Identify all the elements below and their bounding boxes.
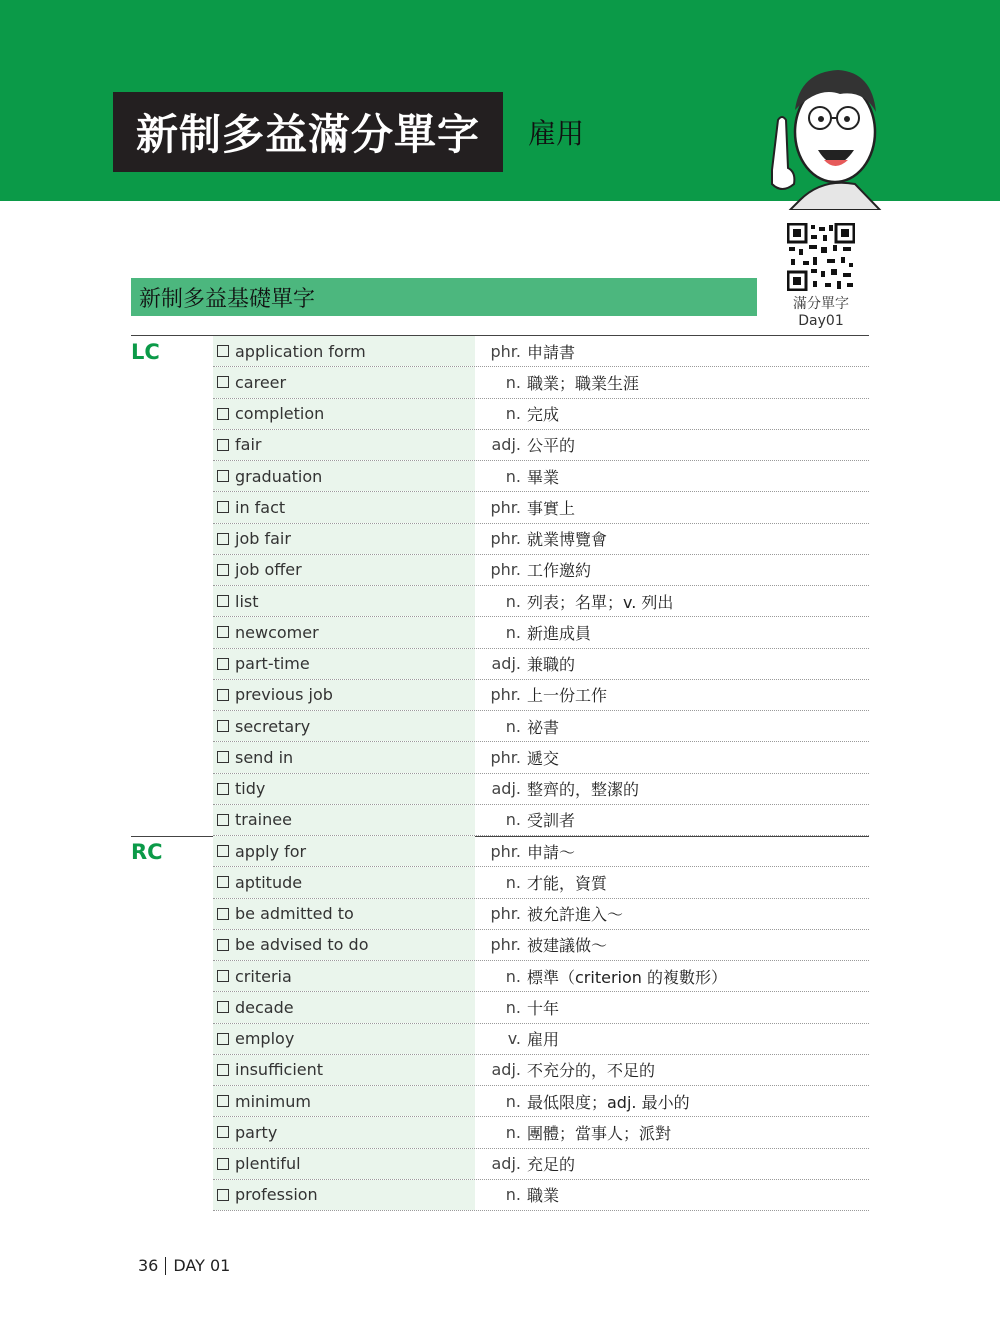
- lc-vocab-row: [213, 805, 869, 836]
- checkbox[interactable]: [217, 1064, 229, 1076]
- vocab-definition: 不充分的，不足的: [527, 1061, 656, 1081]
- part-of-speech: adj.: [491, 1154, 521, 1174]
- part-of-speech: adj.: [491, 435, 521, 455]
- rc-vocab-row: [213, 1024, 869, 1055]
- rc-vocab-row: [213, 867, 869, 898]
- lc-vocab-row: [213, 461, 869, 492]
- vocab-definition-cell: [475, 961, 869, 991]
- lc-vocab-row: [213, 742, 869, 773]
- vocab-word-cell: [213, 1149, 475, 1179]
- checkbox[interactable]: [217, 1001, 229, 1013]
- vocab-definition: 完成: [527, 405, 560, 425]
- vocab-definition-cell: [475, 899, 869, 929]
- vocab-word-cell: [213, 1180, 475, 1210]
- vocab-definition: 被建議做～: [527, 936, 608, 956]
- vocab-definition: 就業博覽會: [527, 530, 608, 550]
- qr-code[interactable]: [787, 223, 855, 291]
- checkbox[interactable]: [217, 908, 229, 920]
- part-of-speech: n.: [505, 810, 521, 830]
- checkbox[interactable]: [217, 470, 229, 482]
- vocab-word-cell: [213, 867, 475, 897]
- part-of-speech: phr.: [490, 747, 521, 767]
- vocab-definition: 充足的: [527, 1155, 576, 1175]
- vocab-definition-cell: [475, 1117, 869, 1147]
- vocab-word-cell: [213, 492, 475, 522]
- vocab-definition-cell: [475, 461, 869, 491]
- rc-vocab-row: [213, 899, 869, 930]
- vocab-definition-cell: [475, 711, 869, 741]
- checkbox[interactable]: [217, 595, 229, 607]
- vocab-definition: 職業；職業生涯: [527, 373, 640, 393]
- part-of-speech: phr.: [490, 341, 521, 361]
- vocab-word-cell: [213, 680, 475, 710]
- vocab-word-cell: [213, 1117, 475, 1147]
- page-title: 新制多益滿分單字: [113, 92, 503, 172]
- checkbox[interactable]: [217, 845, 229, 857]
- vocab-definition-cell: [475, 430, 869, 460]
- checkbox[interactable]: [217, 876, 229, 888]
- part-of-speech: n.: [505, 1122, 521, 1142]
- vocab-word-cell: [213, 836, 475, 866]
- checkbox[interactable]: [217, 751, 229, 763]
- part-of-speech: n.: [505, 1091, 521, 1111]
- vocab-word: decade: [235, 997, 294, 1017]
- checkbox[interactable]: [217, 1158, 229, 1170]
- vocab-definition-cell: [475, 1055, 869, 1085]
- part-of-speech: n.: [505, 997, 521, 1017]
- part-of-speech: phr.: [490, 935, 521, 955]
- checkbox[interactable]: [217, 533, 229, 545]
- part-of-speech: phr.: [490, 841, 521, 861]
- vocab-definition-cell: [475, 524, 869, 554]
- checkbox[interactable]: [217, 814, 229, 826]
- vocab-definition: 被允許進入～: [527, 905, 624, 925]
- vocab-word-cell: [213, 649, 475, 679]
- section-title: 新制多益基礎單字: [131, 278, 757, 316]
- vocab-definition: 十年: [527, 998, 560, 1018]
- checkbox[interactable]: [217, 783, 229, 795]
- vocab-word: tidy: [235, 779, 266, 799]
- vocab-word: list: [235, 591, 259, 611]
- vocab-word: be advised to do: [235, 935, 369, 955]
- lc-vocab-row: [213, 649, 869, 680]
- vocab-definition: 申請～: [527, 842, 576, 862]
- vocab-definition-cell: [475, 774, 869, 804]
- vocabulary-table: [213, 336, 869, 1211]
- checkbox[interactable]: [217, 626, 229, 638]
- part-of-speech: n.: [505, 372, 521, 392]
- qr-label-title: 滿分單字: [793, 296, 849, 312]
- vocab-definition-cell: [475, 586, 869, 616]
- vocab-word: completion: [235, 404, 325, 424]
- part-of-speech: n.: [505, 966, 521, 986]
- vocab-definition: 團體；當事人；派對: [527, 1123, 672, 1143]
- part-of-speech: phr.: [490, 497, 521, 517]
- checkbox[interactable]: [217, 345, 229, 357]
- vocab-definition: 整齊的，整潔的: [527, 780, 640, 800]
- lc-vocab-row: [213, 711, 869, 742]
- vocab-definition: 申請書: [527, 342, 576, 362]
- vocab-definition: 事實上: [527, 498, 576, 518]
- vocab-definition: 雇用: [527, 1030, 560, 1050]
- lc-vocab-row: [213, 774, 869, 805]
- rc-vocab-row: [213, 930, 869, 961]
- part-of-speech: n.: [505, 591, 521, 611]
- vocab-definition-cell: [475, 492, 869, 522]
- vocab-definition-cell: [475, 836, 869, 866]
- vocab-word: in fact: [235, 497, 286, 517]
- vocab-definition-cell: [475, 617, 869, 647]
- lc-vocab-row: [213, 586, 869, 617]
- checkbox[interactable]: [217, 1126, 229, 1138]
- vocab-word: be admitted to: [235, 904, 354, 924]
- vocab-definition-cell: [475, 399, 869, 429]
- vocab-word-cell: [213, 367, 475, 397]
- vocab-definition-cell: [475, 1149, 869, 1179]
- vocab-word-cell: [213, 774, 475, 804]
- vocab-word: apply for: [235, 841, 307, 861]
- vocab-definition-cell: [475, 930, 869, 960]
- vocab-word: application form: [235, 341, 366, 361]
- vocab-definition: 遞交: [527, 748, 560, 768]
- checkbox[interactable]: [217, 720, 229, 732]
- vocab-definition-cell: [475, 367, 869, 397]
- vocab-definition: 新進成員: [527, 623, 592, 643]
- vocab-word-cell: [213, 1086, 475, 1116]
- part-of-speech: n.: [505, 622, 521, 642]
- vocab-word-cell: [213, 930, 475, 960]
- checkbox[interactable]: [217, 501, 229, 513]
- vocab-word-cell: [213, 899, 475, 929]
- vocab-definition: 職業: [527, 1186, 560, 1206]
- footer-separator: [165, 1257, 166, 1275]
- vocab-definition: 工作邀約: [527, 561, 592, 581]
- checkbox[interactable]: [217, 1033, 229, 1045]
- lc-label: LC: [131, 340, 160, 364]
- vocab-definition: 兼職的: [527, 655, 576, 675]
- vocab-word: job fair: [235, 529, 291, 549]
- vocab-definition: 公平的: [527, 436, 576, 456]
- vocab-definition: 列表；名單；v. 列出: [527, 592, 674, 612]
- vocab-definition-cell: [475, 336, 869, 366]
- part-of-speech: n.: [505, 404, 521, 424]
- vocab-word: send in: [235, 747, 294, 767]
- checkbox[interactable]: [217, 1189, 229, 1201]
- vocab-word-cell: [213, 711, 475, 741]
- lc-vocab-row: [213, 617, 869, 648]
- checkbox[interactable]: [217, 376, 229, 388]
- rc-vocab-row: [213, 1055, 869, 1086]
- vocab-word: trainee: [235, 810, 292, 830]
- vocab-definition-cell: [475, 1180, 869, 1210]
- part-of-speech: v.: [507, 1029, 521, 1049]
- lc-vocab-row: [213, 367, 869, 398]
- vocab-definition-cell: [475, 992, 869, 1022]
- vocab-definition-cell: [475, 649, 869, 679]
- part-of-speech: phr.: [490, 904, 521, 924]
- qr-label-day: Day01: [798, 313, 844, 329]
- vocab-definition-cell: [475, 867, 869, 897]
- lc-vocab-row: [213, 336, 869, 367]
- part-of-speech: phr.: [490, 560, 521, 580]
- rc-vocab-row: [213, 961, 869, 992]
- vocab-word: fair: [235, 435, 262, 455]
- part-of-speech: phr.: [490, 529, 521, 549]
- vocab-definition: 上一份工作: [527, 686, 608, 706]
- lc-vocab-row: [213, 555, 869, 586]
- rc-vocab-row: [213, 1180, 869, 1211]
- page-footer: [138, 1256, 230, 1275]
- vocab-word-cell: [213, 961, 475, 991]
- vocab-word-cell: [213, 555, 475, 585]
- rc-vocab-row: [213, 1149, 869, 1180]
- vocab-word: party: [235, 1122, 278, 1142]
- lc-vocab-row: [213, 399, 869, 430]
- vocab-word-cell: [213, 992, 475, 1022]
- vocab-word: part-time: [235, 654, 310, 674]
- vocab-word-cell: [213, 586, 475, 616]
- part-of-speech: n.: [505, 716, 521, 736]
- rc-vocab-row: [213, 992, 869, 1023]
- vocab-definition-cell: [475, 555, 869, 585]
- rc-vocab-row: [213, 1086, 869, 1117]
- vocab-word-cell: [213, 430, 475, 460]
- vocab-word: graduation: [235, 466, 323, 486]
- vocab-word: minimum: [235, 1091, 311, 1111]
- vocab-word: job offer: [235, 560, 302, 580]
- qr-label: [775, 296, 867, 330]
- vocab-word: plentiful: [235, 1154, 301, 1174]
- lc-vocab-row: [213, 524, 869, 555]
- vocab-definition-cell: [475, 805, 869, 835]
- vocab-word-cell: [213, 617, 475, 647]
- vocab-word-cell: [213, 1055, 475, 1085]
- vocab-definition-cell: [475, 680, 869, 710]
- checkbox[interactable]: [217, 564, 229, 576]
- checkbox[interactable]: [217, 689, 229, 701]
- vocab-word: previous job: [235, 685, 333, 705]
- vocab-word: employ: [235, 1029, 295, 1049]
- part-of-speech: n.: [505, 466, 521, 486]
- part-of-speech: adj.: [491, 1060, 521, 1080]
- vocab-word: career: [235, 372, 287, 392]
- vocab-word: profession: [235, 1185, 318, 1205]
- lc-vocab-row: [213, 492, 869, 523]
- vocab-definition: 畢業: [527, 467, 560, 487]
- vocab-word: secretary: [235, 716, 311, 736]
- vocab-definition: 最低限度；adj. 最小的: [527, 1092, 690, 1112]
- part-of-speech: adj.: [491, 654, 521, 674]
- vocab-word-cell: [213, 742, 475, 772]
- mascot-illustration: [760, 60, 885, 210]
- vocab-word: aptitude: [235, 872, 303, 892]
- part-of-speech: adj.: [491, 779, 521, 799]
- vocab-word: insufficient: [235, 1060, 324, 1080]
- part-of-speech: n.: [505, 872, 521, 892]
- vocab-definition: 才能，資質: [527, 873, 608, 893]
- checkbox[interactable]: [217, 970, 229, 982]
- lc-vocab-row: [213, 430, 869, 461]
- rc-vocab-row: [213, 1117, 869, 1148]
- checkbox[interactable]: [217, 658, 229, 670]
- vocab-word: newcomer: [235, 622, 319, 642]
- checkbox[interactable]: [217, 408, 229, 420]
- vocab-word-cell: [213, 1024, 475, 1054]
- page-number: 36: [138, 1256, 159, 1275]
- vocab-word-cell: [213, 524, 475, 554]
- checkbox[interactable]: [217, 939, 229, 951]
- vocab-word-cell: [213, 336, 475, 366]
- vocab-definition-cell: [475, 1024, 869, 1054]
- day-label: DAY 01: [173, 1256, 231, 1275]
- vocab-definition: 受訓者: [527, 811, 576, 831]
- vocab-word-cell: [213, 805, 475, 835]
- vocab-definition-cell: [475, 1086, 869, 1116]
- vocab-definition: 祕書: [527, 717, 560, 737]
- lc-vocab-row: [213, 680, 869, 711]
- topic-title: 雇用: [528, 117, 585, 150]
- vocab-word-cell: [213, 399, 475, 429]
- part-of-speech: n.: [505, 1185, 521, 1205]
- vocab-word: criteria: [235, 966, 292, 986]
- checkbox[interactable]: [217, 1095, 229, 1107]
- rc-vocab-row: [213, 836, 869, 867]
- checkbox[interactable]: [217, 439, 229, 451]
- vocab-definition-cell: [475, 742, 869, 772]
- vocab-word-cell: [213, 461, 475, 491]
- rc-label: RC: [131, 840, 163, 864]
- vocab-definition: 標準（criterion 的複數形）: [527, 967, 727, 987]
- part-of-speech: phr.: [490, 685, 521, 705]
